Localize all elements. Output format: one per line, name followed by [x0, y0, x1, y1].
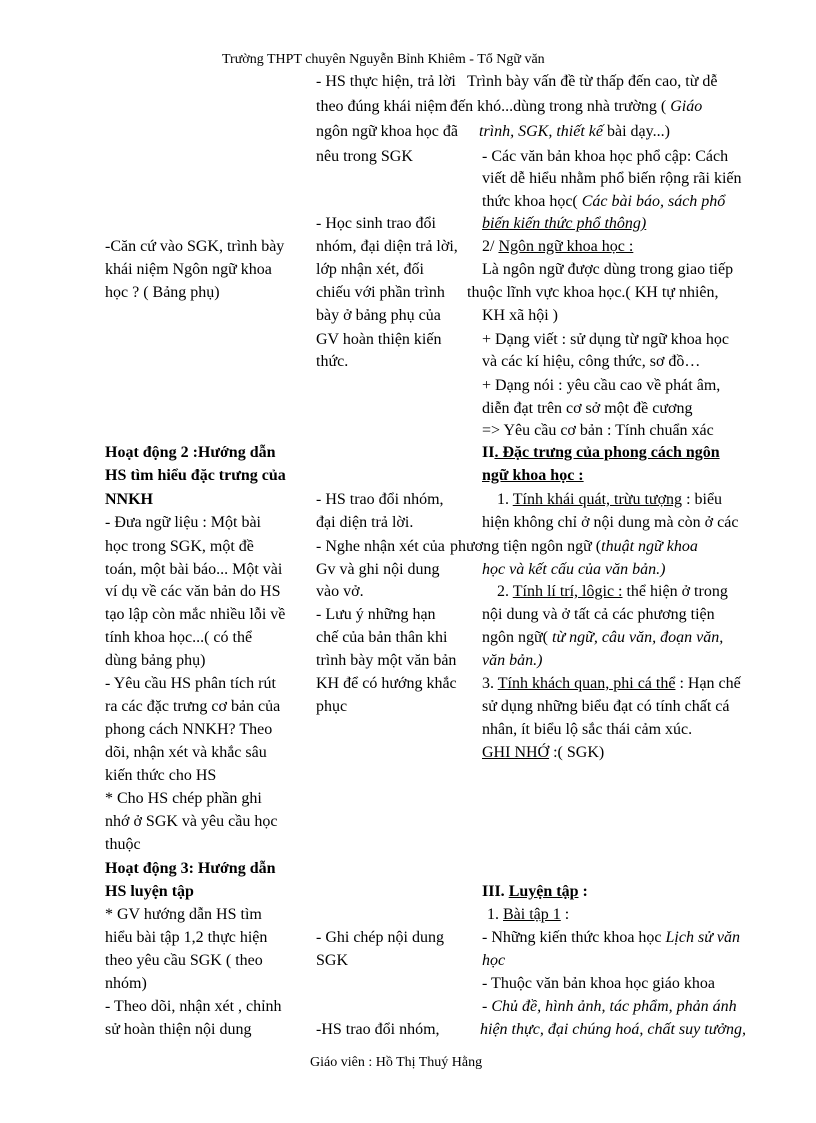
- text-run: dõi, nhận xét và khắc sâu: [105, 744, 267, 761]
- text-line: [482, 696, 730, 718]
- text-run: Chủ đề, hình ảnh, tác phẩm, phản ánh: [491, 998, 737, 1015]
- text-run: : biểu: [682, 491, 723, 508]
- text-run: 1.: [497, 491, 513, 508]
- text-run: bày ở bảng phụ của: [316, 307, 441, 324]
- text-line: [105, 236, 284, 258]
- text-run: hiện thực, đại chúng hoá, chất suy tưởng,: [480, 1021, 746, 1038]
- text-run: -: [482, 998, 492, 1015]
- text-line: [482, 168, 741, 190]
- text-line: [105, 811, 277, 833]
- text-line: [105, 719, 272, 741]
- text-run: - Nghe nhận xét của: [316, 538, 445, 555]
- text-run: + Dạng nói : yêu cầu cao về phát âm,: [482, 377, 721, 394]
- text-line: [482, 191, 725, 213]
- text-run: Ngôn ngữ khoa học :: [498, 238, 634, 255]
- text-run: Các bài báo, sách phổ: [581, 193, 726, 210]
- text-run: phương tiện ngôn ngữ (: [450, 538, 602, 555]
- text-line: [316, 581, 364, 603]
- text-line: [482, 996, 737, 1018]
- text-run: thể hiện ở trong: [622, 583, 728, 600]
- text-line: [105, 650, 205, 672]
- text-run: thuộc: [105, 836, 141, 853]
- text-line: [482, 442, 720, 464]
- text-run: hiện không chỉ ở nội dung mà còn ở các: [482, 514, 739, 531]
- text-line: [105, 788, 262, 810]
- text-line: [316, 236, 458, 258]
- text-line: [316, 673, 457, 695]
- text-run: ngôn ngữ khoa học đã: [316, 123, 458, 140]
- text-run: - Yêu cầu HS phân tích rút: [105, 675, 276, 692]
- text-line: [487, 904, 569, 926]
- text-line: [105, 559, 282, 581]
- text-run: Trình bày vấn đề từ thấp đến cao, từ dễ: [467, 73, 718, 90]
- text-run: - HS thực hiện, trả lời: [316, 73, 456, 90]
- text-run: theo yêu cầu SGK ( theo: [105, 952, 263, 969]
- text-run: sử dụng những biểu đạt có tính chất cá: [482, 698, 730, 715]
- text-line: [105, 627, 252, 649]
- text-run: nêu trong SGK: [316, 148, 413, 165]
- text-line: [482, 305, 558, 327]
- text-run: thức.: [316, 353, 349, 370]
- text-run: - Học sinh trao đổi: [316, 215, 436, 232]
- text-line: [316, 282, 445, 304]
- text-line: [450, 96, 702, 118]
- text-line: [105, 765, 216, 787]
- text-run: tạo lập còn mắc nhiều lỗi về: [105, 606, 286, 623]
- text-run: văn bản.): [482, 652, 543, 669]
- text-line: [316, 604, 436, 626]
- text-run: 2/: [482, 238, 499, 255]
- text-run: - Những kiến thức khoa học: [482, 929, 666, 946]
- text-run: Bài tập 1: [503, 906, 561, 923]
- text-line: [482, 351, 700, 373]
- text-run: trình bày một văn bản: [316, 652, 457, 669]
- text-run: học trong SGK, một đề: [105, 538, 254, 555]
- text-run: KH xã hội ): [482, 307, 558, 324]
- text-run: Là ngôn ngữ được dùng trong giao tiếp: [482, 261, 734, 278]
- text-line: [482, 719, 692, 741]
- text-run: theo đúng khái niệm: [316, 98, 448, 115]
- text-line: [482, 742, 604, 764]
- text-line: [316, 71, 456, 93]
- text-line: [316, 536, 445, 558]
- text-run: 3.: [482, 675, 498, 692]
- text-line: [497, 581, 728, 603]
- text-line: [482, 259, 733, 281]
- text-run: bài dạy...): [602, 123, 670, 140]
- text-line: [480, 1019, 746, 1041]
- text-run: ngôn ngữ(: [482, 629, 552, 646]
- text-run: Luyện tập: [508, 883, 579, 900]
- text-line: [482, 673, 741, 695]
- text-run: Hoạt động 2 :Hướng dẫn: [105, 444, 276, 461]
- text-line: [105, 489, 153, 511]
- text-run: : Hạn chế: [675, 675, 741, 692]
- text-run: 1.: [487, 906, 503, 923]
- text-line: [316, 1019, 440, 1041]
- text-line: [105, 996, 282, 1018]
- text-run: * Cho HS chép phần ghi: [105, 790, 262, 807]
- text-run: nhớ ở SGK và yêu cầu học: [105, 813, 278, 830]
- text-line: [482, 329, 729, 351]
- text-run: Giáo: [670, 98, 703, 115]
- text-run: - Lưu ý những hạn: [316, 606, 436, 623]
- text-line: [482, 950, 505, 972]
- text-run: GHI NHỚ: [482, 744, 550, 761]
- page-header: Trường THPT chuyên Nguyễn Bỉnh Khiêm - Tổ Ngữ văn: [222, 52, 545, 67]
- text-run: Hoạt động 3: Hướng dẫn: [105, 860, 276, 877]
- text-line: [316, 627, 448, 649]
- text-line: [482, 398, 692, 420]
- text-run: học: [482, 952, 506, 969]
- text-line: [105, 442, 276, 464]
- text-run: KH để có hướng khắc: [316, 675, 457, 692]
- text-run: Lịch sử văn: [665, 929, 741, 946]
- text-run: thuật ngữ khoa: [601, 538, 698, 555]
- text-run: GV hoàn thiện kiến: [316, 331, 442, 348]
- text-line: [450, 536, 698, 558]
- text-line: [482, 146, 728, 168]
- text-run: Tính khách quan, phi cá thể: [497, 675, 676, 692]
- text-line: [316, 121, 458, 143]
- text-run: => Yêu cầu cơ bản : Tính chuẩn xác: [482, 422, 714, 439]
- text-run: - Theo dõi, nhận xét , chỉnh: [105, 998, 282, 1015]
- text-run: . Đặc trưng của phong cách ngôn: [494, 444, 720, 461]
- text-line: [105, 512, 261, 534]
- text-line: [105, 973, 147, 995]
- text-line: [105, 927, 267, 949]
- text-run: toán, một bài báo... Một vài: [105, 561, 283, 578]
- text-line: [316, 96, 447, 118]
- text-run: khái niệm Ngôn ngữ khoa: [105, 261, 272, 278]
- text-line: [482, 559, 665, 581]
- text-run: nhân, ít biểu lộ sắc thái cảm xúc.: [482, 721, 693, 738]
- text-run: và các kí hiệu, công thức, sơ đồ…: [482, 353, 701, 370]
- text-run: chiếu với phần trình: [316, 284, 445, 301]
- text-line: [482, 236, 633, 258]
- text-run: đại diện trả lời.: [316, 514, 414, 531]
- text-line: [105, 904, 262, 926]
- text-line: [316, 146, 413, 168]
- text-line: [105, 604, 285, 626]
- page-footer: Giáo viên : Hồ Thị Thuý Hằng: [310, 1055, 483, 1070]
- text-run: viết dễ hiểu nhằm phổ biến rộng rãi kiến: [482, 170, 742, 187]
- text-line: [316, 559, 440, 581]
- text-run: HS tìm hiểu đặc trưng của: [105, 467, 286, 484]
- text-run: diễn đạt trên cơ sở một đề cương: [482, 400, 693, 417]
- text-run: đến khó...dùng trong nhà trường (: [450, 98, 671, 115]
- text-line: [316, 927, 444, 949]
- text-line: [482, 512, 738, 534]
- text-line: [316, 305, 441, 327]
- text-line: [482, 627, 723, 649]
- text-line: [105, 881, 194, 903]
- text-run: SGK: [316, 952, 349, 969]
- text-run: * GV hướng dẫn HS tìm: [105, 906, 262, 923]
- text-run: vào vở.: [316, 583, 364, 600]
- text-run: III.: [482, 883, 509, 900]
- text-run: 2.: [497, 583, 513, 600]
- text-run: nội dung và ở tất cả các phương tiện: [482, 606, 715, 623]
- text-line: [105, 536, 254, 558]
- text-line: [105, 465, 286, 487]
- text-run: - Thuộc văn bản khoa học giáo khoa: [482, 975, 715, 992]
- text-line: [316, 329, 441, 351]
- text-line: [482, 973, 715, 995]
- text-run: học ? ( Bảng phụ): [105, 284, 220, 301]
- text-run: :( SGK): [549, 744, 605, 761]
- text-run: -HS trao đổi nhóm,: [316, 1021, 440, 1038]
- text-run: kiến thức cho HS: [105, 767, 217, 784]
- text-line: [105, 282, 220, 304]
- text-run: dùng bảng phụ): [105, 652, 206, 669]
- text-line: [316, 950, 348, 972]
- text-run: hiểu bài tập 1,2 thực hiện: [105, 929, 268, 946]
- text-run: II: [482, 444, 495, 461]
- text-run: NNKH: [105, 491, 153, 508]
- text-run: sử hoàn thiện nội dung: [105, 1021, 252, 1038]
- text-line: [105, 950, 263, 972]
- text-run: lớp nhận xét, đối: [316, 261, 424, 278]
- text-line: [316, 213, 436, 235]
- text-run: Tính lí trí, lôgic :: [512, 583, 623, 600]
- text-line: [467, 282, 719, 304]
- text-line: [467, 71, 717, 93]
- text-run: trình, SGK, thiết kế: [479, 123, 603, 140]
- text-run: + Dạng viết : sử dụng từ ngữ khoa học: [482, 331, 730, 348]
- text-run: ví dụ về các văn bản do HS: [105, 583, 281, 600]
- text-run: tính khoa học...( có thể: [105, 629, 253, 646]
- text-run: nhóm): [105, 975, 147, 992]
- text-line: [479, 121, 670, 143]
- text-line: [316, 489, 444, 511]
- text-line: [482, 213, 646, 235]
- text-line: [482, 375, 720, 397]
- text-line: [316, 696, 347, 718]
- text-line: [482, 927, 740, 949]
- text-run: :: [560, 906, 570, 923]
- text-line: [105, 696, 280, 718]
- text-line: [105, 834, 141, 856]
- text-line: [482, 420, 714, 442]
- text-line: [482, 604, 715, 626]
- text-line: [105, 1019, 251, 1041]
- text-run: :: [578, 883, 588, 900]
- text-run: biến kiến thức phổ thông): [482, 215, 647, 232]
- text-line: [316, 259, 424, 281]
- text-run: Gv và ghi nội dung: [316, 561, 440, 578]
- text-run: nhóm, đại diện trả lời,: [316, 238, 458, 255]
- text-line: [105, 259, 272, 281]
- text-run: học và kết cấu của văn bản.): [482, 561, 666, 578]
- text-run: thức khoa học(: [482, 193, 582, 210]
- text-run: ngữ khoa học :: [482, 467, 584, 484]
- text-line: [482, 465, 584, 487]
- text-run: thuộc lĩnh vực khoa học.( KH tự nhiên,: [467, 284, 719, 301]
- text-run: chế của bản thân khi: [316, 629, 448, 646]
- text-run: - Ghi chép nội dung: [316, 929, 444, 946]
- text-line: [105, 581, 281, 603]
- text-line: [105, 858, 276, 880]
- text-run: Tính khái quát, trừu tượng: [512, 491, 683, 508]
- text-run: - HS trao đổi nhóm,: [316, 491, 444, 508]
- text-line: [482, 650, 542, 672]
- text-run: - Các văn bản khoa học phổ cập: Cách: [482, 148, 729, 165]
- text-line: [105, 742, 267, 764]
- text-run: ra các đặc trưng cơ bản của: [105, 698, 281, 715]
- text-run: HS luyện tập: [105, 883, 194, 900]
- text-run: phục: [316, 698, 348, 715]
- text-run: - Đưa ngữ liệu : Một bài: [105, 514, 261, 531]
- text-line: [316, 650, 456, 672]
- text-line: [316, 351, 348, 373]
- text-run: phong cách NNKH? Theo: [105, 721, 273, 738]
- text-run: -Căn cứ vào SGK, trình bày: [105, 238, 285, 255]
- text-line: [316, 512, 413, 534]
- text-run: từ ngữ, câu văn, đoạn văn,: [552, 629, 724, 646]
- text-line: [497, 489, 722, 511]
- text-line: [482, 881, 588, 903]
- text-line: [105, 673, 276, 695]
